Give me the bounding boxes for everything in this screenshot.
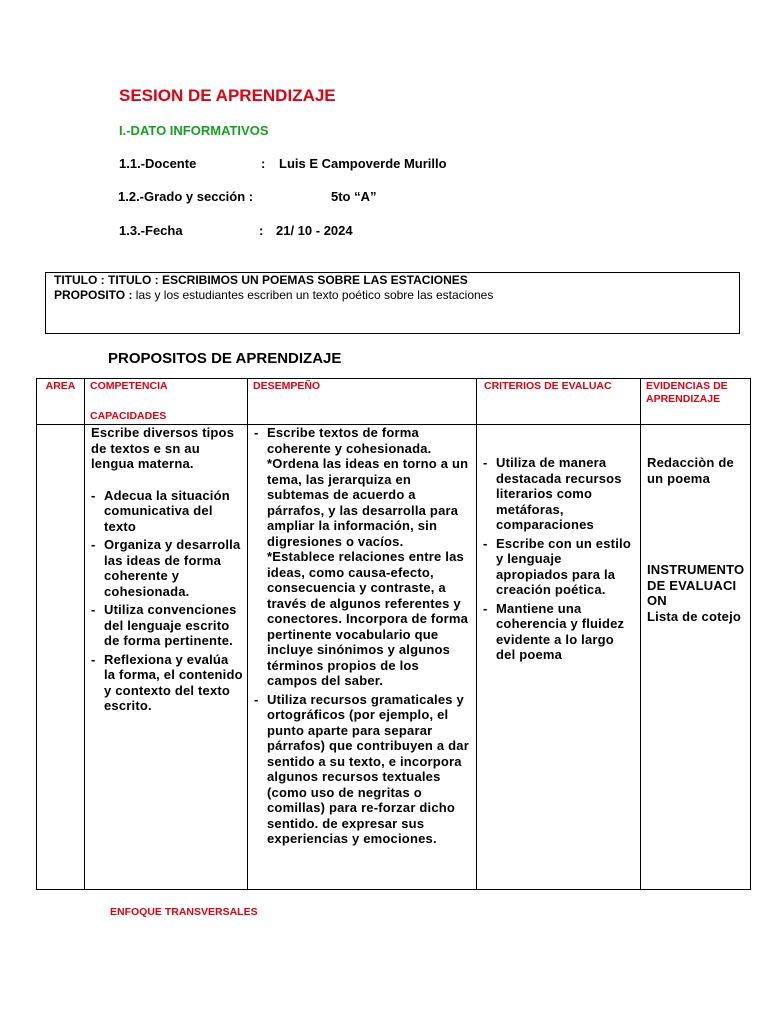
capacidad-item: - Organiza y desarrolla las ideas de forma coherente y cohesionada. bbox=[91, 537, 243, 599]
enfoque-heading: ENFOQUE TRANSVERSALES bbox=[110, 906, 258, 918]
desempeno-item: - Utiliza recursos gramaticales y ortográficos (por ejemplo, el punto aparte para separar párrafos) que contribuyen a dar sentido a su texto, e incorpora algunos recursos textuales (como uso de negritas o comillas) para re-forzar dicho sentido. de expresar sus experiencias y emociones. bbox=[254, 692, 472, 847]
info-docente-value: Luis E Campoverde Murillo bbox=[279, 156, 447, 171]
criterio-item: - Utiliza de manera destacada recursos literarios como metáforas, comparaciones bbox=[483, 455, 636, 533]
instrumento-label: INSTRUMENTO DE EVALUACION bbox=[647, 562, 745, 608]
capacidad-item: - Adecua la situación comunicativa del texto bbox=[91, 488, 243, 535]
page-title: SESION DE APRENDIZAJE bbox=[119, 86, 336, 105]
header-criterios: CRITERIOS DE EVALUAC bbox=[477, 379, 641, 425]
section-heading: I.-DATO INFORMATIVOS bbox=[119, 123, 269, 138]
title-purpose-box bbox=[45, 272, 740, 334]
desempeno-cell bbox=[248, 425, 477, 890]
info-fecha-value: 21/ 10 - 2024 bbox=[276, 223, 353, 238]
info-grado-label: 1.2.-Grado y sección : bbox=[118, 189, 254, 204]
learning-table bbox=[36, 378, 751, 890]
competencia-intro: Escribe diversos tipos de textos e sn au lengua materna. bbox=[91, 425, 235, 471]
titulo-text: TITULO : TITULO : ESCRIBIMOS UN POEMAS SOBRE LAS ESTACIONES bbox=[54, 273, 468, 287]
header-competencia-label: COMPETENCIA bbox=[90, 380, 168, 392]
header-area: AREA bbox=[37, 379, 85, 425]
header-desempeno: DESEMPEÑO bbox=[248, 379, 477, 425]
evidencia-text: Redacciòn de un poema bbox=[647, 455, 734, 486]
table-header-row bbox=[37, 379, 751, 425]
info-docente-label: 1.1.-Docente bbox=[119, 156, 197, 171]
propositos-title: PROPOSITOS DE APRENDIZAJE bbox=[108, 350, 342, 367]
capacidades-list bbox=[91, 488, 243, 714]
info-grado-value: 5to “A” bbox=[331, 189, 377, 204]
info-fecha-label: 1.3.-Fecha bbox=[119, 223, 183, 238]
table-row bbox=[37, 425, 751, 890]
header-evidencias: EVIDENCIAS DE APRENDIZAJE bbox=[641, 379, 751, 425]
criterio-item: - Mantiene una coherencia y fluidez evidente a lo largo del poema bbox=[483, 601, 636, 663]
proposito-text bbox=[54, 288, 731, 303]
criterios-list bbox=[483, 455, 636, 663]
proposito-body: las y los estudiantes escriben un texto poético sobre las estaciones bbox=[132, 288, 494, 302]
proposito-label: PROPOSITO : bbox=[54, 288, 133, 302]
capacidad-item: - Reflexiona y evalúa la forma, el contenido y contexto del texto escrito. bbox=[91, 652, 243, 714]
criterios-cell bbox=[477, 425, 641, 890]
capacidad-item: - Utiliza convenciones del lenguaje escrito de forma pertinente. bbox=[91, 602, 243, 649]
criterio-item: - Escribe con un estilo y lenguaje apropiados para la creación poética. bbox=[483, 536, 636, 598]
evidencias-cell bbox=[641, 425, 751, 890]
info-fecha-sep: : bbox=[259, 223, 264, 238]
desempeno-list bbox=[254, 425, 472, 847]
instrumento-value: Lista de cotejo bbox=[647, 608, 742, 624]
competencia-cell bbox=[85, 425, 248, 890]
header-competencia bbox=[85, 379, 248, 425]
area-cell bbox=[37, 425, 85, 890]
desempeno-item: - Escribe textos de forma coherente y cohesionada. *Ordena las ideas en torno a un tema, las jerarquiza en subtemas de acuerdo a párrafos, y las desarrolla para ampliar la información, sin digresiones o vacíos. *Establece relaciones entre las ideas, como causa-efecto, consecuencia y contraste, a través de algunos referentes y conectores. Incorpora de forma pertinente vocabulario que incluye sinónimos y algunos términos propios de los campos del saber. bbox=[254, 425, 472, 689]
info-docente-sep: : bbox=[261, 156, 266, 171]
header-capacidades-label: CAPACIDADES bbox=[90, 410, 167, 422]
